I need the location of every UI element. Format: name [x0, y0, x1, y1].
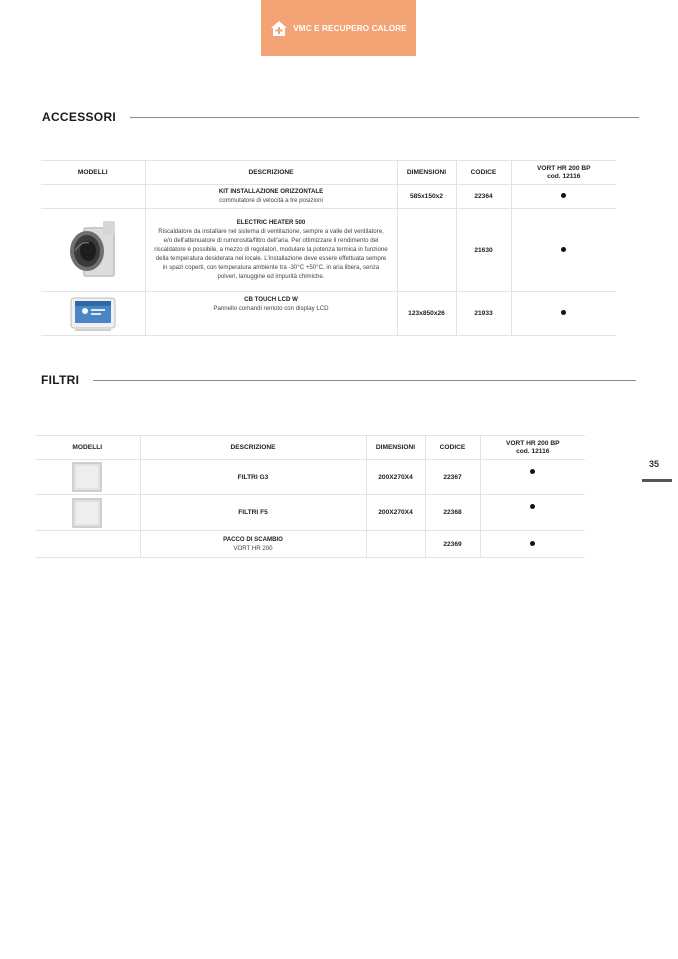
model-cell [41, 185, 145, 209]
code-cell: 22369 [425, 531, 480, 558]
column-header-dimensioni: DIMENSIONI [366, 436, 425, 460]
page-number-bar [642, 479, 672, 482]
availability-dot-icon [530, 504, 535, 509]
touch-display-image [41, 296, 145, 332]
column-header-descrizione: DESCRIZIONE [140, 436, 366, 460]
product-description: Riscaldatore da installare nel sistema di ventilazione, sempre a valle del ventilatore, e/o dell'attenuatore di rumorosità/filtro dell'aria. Per ottimizzare il rendimento del riscaldatore è possibile, a mezzo di regolatori, modulare la potenza termica in funzione della temperatura desiderata nel locale. L'installazione deve essere effettuata sempre in spazi coperti, con temperatura ambiente tra -30°C +50°C, in aria libera, senza polveri, lanuggine ed impurità chimiche. [154, 228, 388, 280]
page-number: 35 [649, 459, 660, 469]
description-cell [140, 531, 366, 558]
column-header-modelli: MODELLI [35, 436, 140, 460]
availability-dot-icon [530, 541, 535, 546]
availability-cell [480, 531, 585, 558]
description-cell: FILTRI G3 [140, 460, 366, 495]
section-badge [261, 0, 416, 56]
availability-cell [480, 495, 585, 531]
dimensions-cell: 123x850x26 [397, 292, 456, 336]
product-description: VORT HR 200 [233, 544, 273, 552]
dimensions-cell [366, 531, 425, 558]
section-badge-label: VMC E RECUPERO CALORE [293, 23, 407, 33]
filtri-title: FILTRI [41, 373, 80, 387]
model-cell [35, 531, 140, 558]
product-title: ELECTRIC HEATER 500 [236, 219, 306, 226]
dimensions-cell: 585x150x2 [397, 185, 456, 209]
filtri-heading [41, 373, 636, 387]
model-cell [35, 495, 140, 531]
electric-heater-image [41, 219, 145, 281]
dimensions-cell: 200X270X4 [366, 495, 425, 531]
table-row [41, 209, 616, 292]
model-cell [41, 209, 145, 292]
availability-cell [511, 209, 616, 292]
dimensions-cell [397, 209, 456, 292]
column-header-codice: CODICE [425, 436, 480, 460]
code-cell: 22367 [425, 460, 480, 495]
product-description: commutatore di velocità a tre posizioni [219, 197, 323, 204]
table-row [35, 495, 585, 531]
accessori-table [41, 160, 616, 336]
column-header-modelli: MODELLI [41, 161, 145, 185]
table-row [35, 531, 585, 558]
availability-dot-icon [530, 469, 535, 474]
filtri-header-row [35, 436, 585, 460]
product-title: CB TOUCH LCD W [244, 296, 298, 303]
availability-cell [511, 292, 616, 336]
product-title: KIT INSTALLAZIONE ORIZZONTALE [218, 188, 324, 195]
availability-dot-icon [561, 193, 566, 198]
accessori-header-row [41, 161, 616, 185]
house-plus-icon [270, 20, 288, 37]
accessori-title: ACCESSORI [42, 110, 117, 124]
availability-cell [480, 460, 585, 495]
column-header-codice: CODICE [456, 161, 511, 185]
filtri-rule [93, 380, 636, 381]
filtri-table [35, 435, 585, 558]
product-title: PACCO DI SCAMBIO [223, 535, 283, 543]
description-cell [145, 209, 397, 292]
table-row [41, 185, 616, 209]
model-cell [41, 292, 145, 336]
accessori-rule [130, 117, 639, 118]
product-description: Pannello comandi remoto con display LCD [213, 305, 329, 312]
column-header-model: VORT HR 200 BP cod. 12116 [480, 436, 585, 460]
availability-cell [511, 185, 616, 209]
table-row [35, 460, 585, 495]
code-cell: 22364 [456, 185, 511, 209]
dimensions-cell: 200X270X4 [366, 460, 425, 495]
model-cell [35, 460, 140, 495]
filter-image [35, 461, 140, 493]
code-cell: 21933 [456, 292, 511, 336]
column-header-descrizione: DESCRIZIONE [145, 161, 397, 185]
availability-dot-icon [561, 247, 566, 252]
filter-image [35, 497, 140, 529]
column-header-dimensioni: DIMENSIONI [397, 161, 456, 185]
code-cell: 21630 [456, 209, 511, 292]
description-cell [145, 185, 397, 209]
description-cell [145, 292, 397, 336]
table-row [41, 292, 616, 336]
accessori-heading [42, 110, 639, 124]
description-cell: FILTRI F5 [140, 495, 366, 531]
column-header-model: VORT HR 200 BP cod. 12116 [511, 161, 616, 185]
availability-dot-icon [561, 310, 566, 315]
code-cell: 22368 [425, 495, 480, 531]
